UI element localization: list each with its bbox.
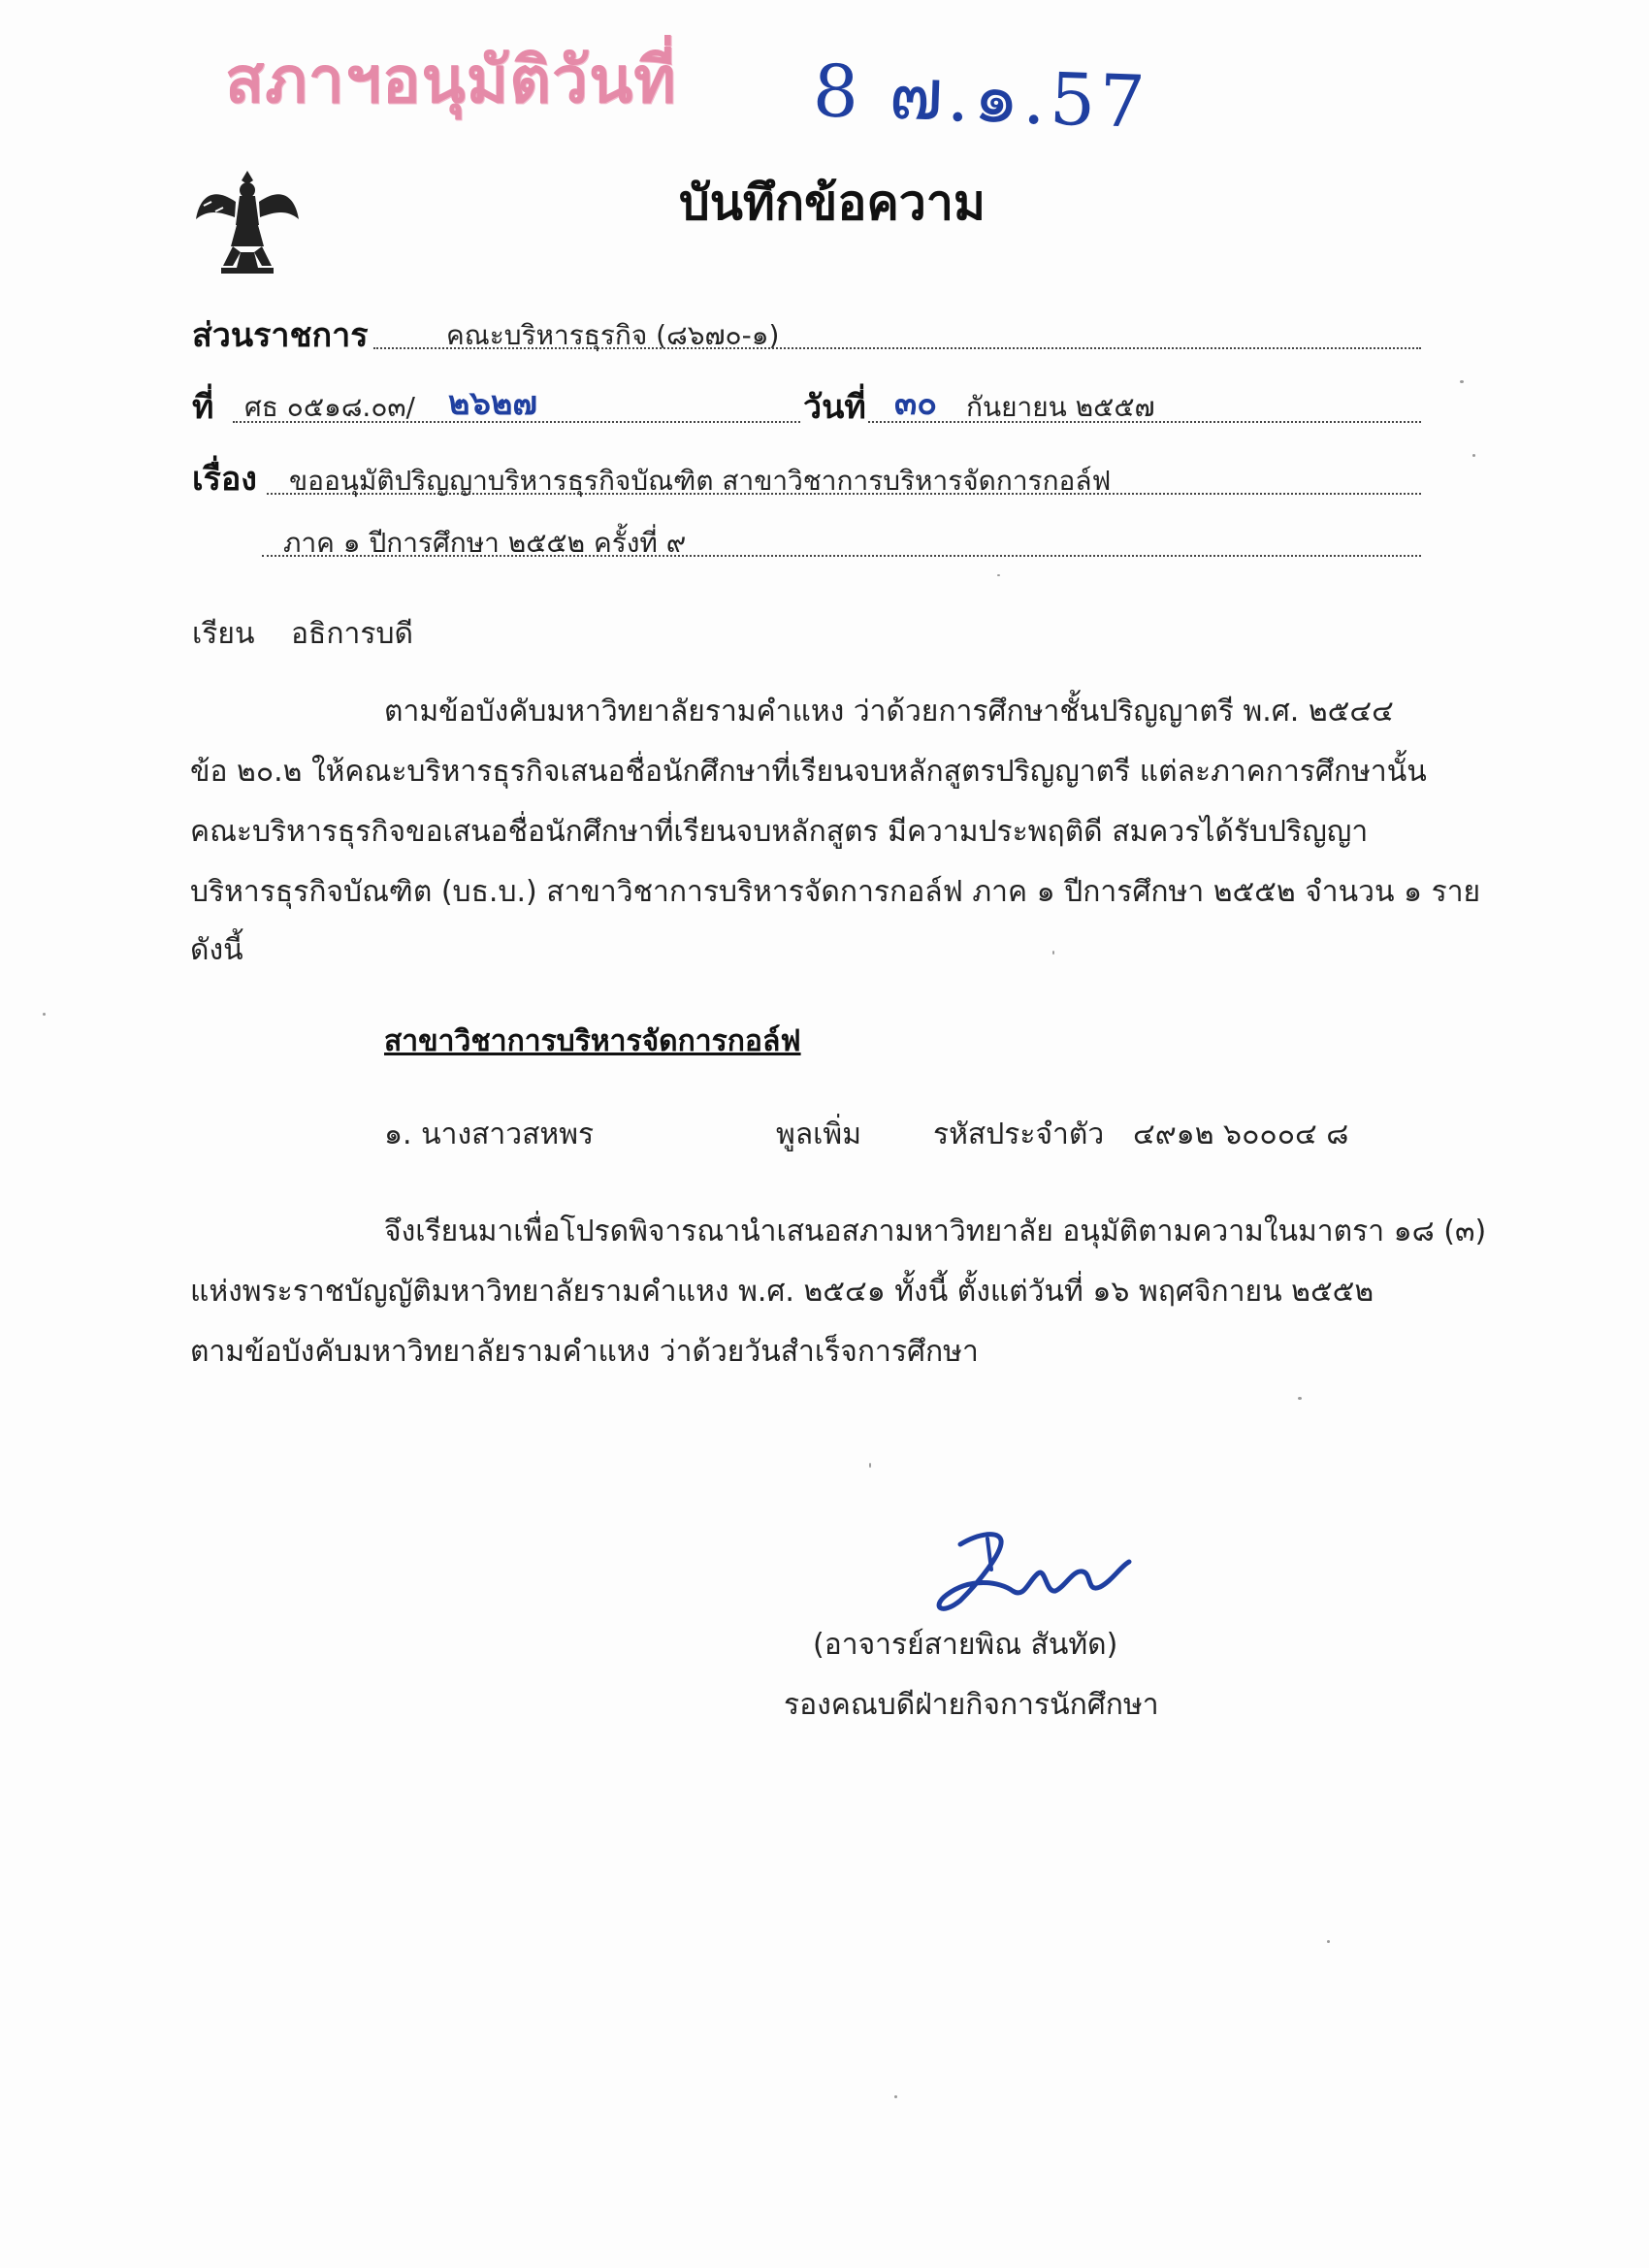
agency-label: ส่วนราชการ	[192, 316, 369, 355]
scan-speck	[1052, 951, 1054, 955]
stamp-handwritten-date: 8 ๗.๑.57	[811, 49, 1150, 146]
subject-line-2: ภาค ๑ ปีการศึกษา ๒๕๕๒ ครั้งที่ ๙	[283, 527, 687, 559]
signer-position: รองคณบดีฝ่ายกิจการนักศึกษา	[784, 1688, 1159, 1722]
date-month-year: กันยายน ๒๕๕๗	[966, 391, 1155, 423]
paragraph1-line: คณะบริหารธุรกิจขอเสนอชื่อนักศึกษาที่เรียนจบหลักสูตร มีความประพฤติดี สมควรได้รับปริญญา	[190, 815, 1369, 849]
scan-speck	[1472, 454, 1475, 457]
agency-dotline	[373, 347, 1421, 349]
scan-speck	[997, 574, 1000, 576]
ref-value: ศธ ๐๕๑๘.๐๓/	[244, 391, 415, 423]
signer-name: (อาจารย์สายพิณ สันทัด)	[813, 1628, 1118, 1662]
salutation-label: เรียน	[192, 617, 255, 651]
ref-dotline	[233, 421, 800, 423]
student-surname: พูลเพิ่ม	[776, 1118, 861, 1151]
approval-stamp: สภาฯอนุมัติวันที่	[225, 43, 677, 117]
student-id-label: รหัสประจำตัว	[933, 1118, 1105, 1151]
paragraph1-line: บริหารธุรกิจบัณฑิต (บธ.บ.) สาขาวิชาการบริหารจัดการกอล์ฟ ภาค ๑ ปีการศึกษา ๒๕๕๒ จำนวน ๑ ราย	[190, 875, 1481, 909]
paragraph2-line: จึงเรียนมาเพื่อโปรดพิจารณานำเสนอสภามหาวิทยาลัย อนุมัติตามความในมาตรา ๑๘ (๓)	[384, 1215, 1487, 1248]
student-id-value: ๔๙๑๒ ๖๐๐๐๔ ๘	[1133, 1118, 1349, 1151]
ref-label: ที่	[192, 388, 214, 427]
paragraph1-line: ข้อ ๒๐.๒ ให้คณะบริหารธุรกิจเสนอชื่อนักศึกษาที่เรียนจบหลักสูตรปริญญาตรี แต่ละภาคการศึกษานั้น	[190, 755, 1427, 789]
section-title: สาขาวิชาการบริหารจัดการกอล์ฟ	[384, 1024, 801, 1058]
date-handwritten-day: ๓๐	[894, 384, 937, 423]
scan-speck	[894, 2095, 897, 2098]
subject-line-1: ขออนุมัติปริญญาบริหารธุรกิจบัณฑิต สาขาวิชาการบริหารจัดการกอล์ฟ	[289, 465, 1112, 497]
date-label: วันที่	[803, 388, 866, 427]
scan-speck	[1460, 380, 1464, 383]
subject-dotline-2	[262, 555, 1421, 557]
garuda-emblem-icon	[194, 167, 301, 283]
scan-speck	[43, 1013, 46, 1016]
handwritten-signature-icon	[931, 1523, 1135, 1620]
paragraph2-line: ตามข้อบังคับมหาวิทยาลัยรามคำแหง ว่าด้วยวันสำเร็จการศึกษา	[190, 1335, 979, 1369]
scan-speck	[869, 1463, 871, 1468]
ref-handwritten-number: ๒๖๒๗	[448, 384, 537, 423]
student-number-name: ๑. นางสาวสหพร	[384, 1118, 595, 1151]
paragraph1-line: ดังนี้	[190, 933, 243, 967]
paragraph1-line: ตามข้อบังคับมหาวิทยาลัยรามคำแหง ว่าด้วยการศึกษาชั้นปริญญาตรี พ.ศ. ๒๕๔๔	[384, 695, 1394, 729]
scan-speck	[1298, 1397, 1302, 1400]
scan-speck	[1327, 1940, 1330, 1943]
subject-dotline-1	[267, 493, 1421, 495]
salutation-recipient: อธิการบดี	[291, 617, 413, 651]
date-dotline	[868, 421, 1421, 423]
subject-label: เรื่อง	[192, 460, 257, 499]
agency-value: คณะบริหารธุรกิจ (๘๖๗๐-๑)	[446, 319, 780, 351]
document-title: บันทึกข้อความ	[679, 175, 986, 231]
paragraph2-line: แห่งพระราชบัญญัติมหาวิทยาลัยรามคำแหง พ.ศ. ๒๕๔๑ ทั้งนี้ ตั้งแต่วันที่ ๑๖ พฤศจิกายน ๒๕๕๒	[190, 1275, 1374, 1309]
